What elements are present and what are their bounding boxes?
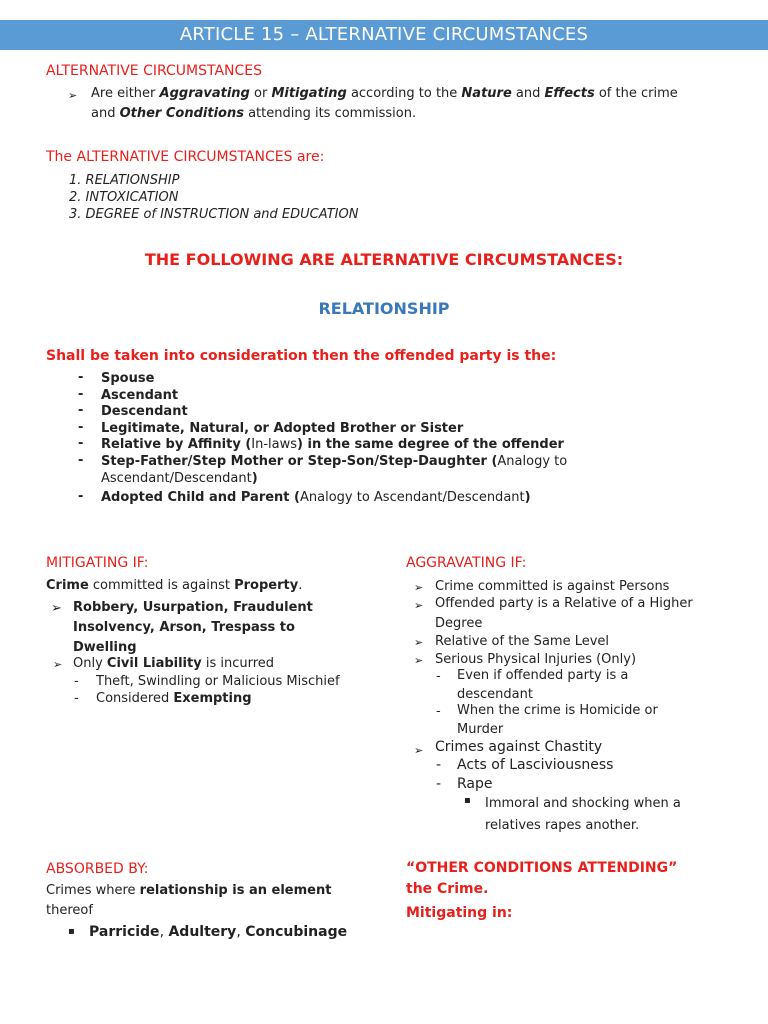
alt-circ-definition bbox=[91, 84, 751, 124]
arrow-bullet-icon: ➢ bbox=[51, 601, 62, 616]
dash-bullet: - bbox=[78, 436, 84, 451]
alt-circ-heading: ALTERNATIVE CIRCUMSTANCES bbox=[46, 63, 263, 79]
arrow-bullet-icon: ➢ bbox=[53, 658, 63, 671]
only-civil-line bbox=[73, 655, 274, 672]
page-title: ARTICLE 15 – ALTERNATIVE CIRCUMSTANCES bbox=[0, 20, 768, 50]
text: Relative by Affinity ( bbox=[101, 437, 252, 452]
dash-bullet: - bbox=[74, 674, 79, 689]
text: Adopted Child and Parent ( bbox=[101, 490, 300, 505]
text: Exempting bbox=[173, 691, 252, 706]
mitigating-in-heading: Mitigating in: bbox=[406, 905, 513, 921]
text: Even if offended party is a bbox=[457, 668, 629, 683]
list-number: 2. bbox=[69, 190, 82, 205]
arrow-bullet-icon: ➢ bbox=[414, 581, 424, 594]
mitigating-line bbox=[46, 577, 302, 594]
mitigating-term: Mitigating bbox=[271, 86, 347, 101]
text: committed is against bbox=[88, 578, 235, 593]
text: relationship is an element bbox=[139, 883, 332, 898]
list-item bbox=[101, 453, 567, 487]
list-text: DEGREE of INSTRUCTION and EDUCATION bbox=[85, 207, 359, 222]
dash-bullet: - bbox=[436, 757, 442, 773]
absorbed-line bbox=[46, 883, 331, 898]
absorbed-line2: thereof bbox=[46, 903, 93, 918]
agg-item bbox=[435, 594, 693, 634]
other-conditions-term: Other Conditions bbox=[119, 106, 244, 121]
list-number: 1. bbox=[69, 173, 82, 188]
agg-sub-item bbox=[457, 666, 628, 704]
text: Parricide bbox=[89, 924, 160, 940]
alt-circ-list-heading: The ALTERNATIVE CIRCUMSTANCES are: bbox=[46, 149, 325, 165]
arrow-bullet-icon: ➢ bbox=[414, 744, 424, 757]
text: Dwelling bbox=[73, 640, 137, 655]
text: Immoral and shocking when a bbox=[485, 796, 681, 811]
exempting-line bbox=[96, 690, 252, 707]
agg-sub-item bbox=[457, 701, 658, 739]
arrow-bullet-icon: ➢ bbox=[414, 636, 424, 649]
theft-line: Theft, Swindling or Malicious Mischief bbox=[96, 674, 340, 689]
text: . bbox=[298, 578, 303, 593]
agg-item: Crime committed is against Persons bbox=[435, 579, 670, 594]
text: Adultery bbox=[168, 924, 237, 940]
text: relatives rapes another. bbox=[485, 818, 640, 833]
text: Analogy to bbox=[497, 454, 568, 469]
text: Only bbox=[73, 656, 107, 671]
list-item: Legitimate, Natural, or Adopted Brother or Sister bbox=[101, 421, 464, 436]
list-item: Ascendant bbox=[101, 388, 179, 403]
text: Insolvency, Arson, Trespass to bbox=[73, 620, 295, 635]
list-item: Spouse bbox=[101, 371, 155, 386]
text: and bbox=[91, 106, 120, 121]
text: ) bbox=[251, 471, 258, 486]
agg-item: Crimes against Chastity bbox=[435, 739, 603, 755]
dash-bullet: - bbox=[74, 691, 79, 706]
absorbed-heading: ABSORBED BY: bbox=[46, 861, 149, 877]
aggravating-term: Aggravating bbox=[159, 86, 250, 101]
arrow-bullet-icon: ➢ bbox=[414, 599, 424, 612]
list-text: INTOXICATION bbox=[85, 190, 179, 205]
text: Offended party is a Relative of a Higher bbox=[435, 596, 693, 611]
text: , bbox=[236, 924, 246, 940]
relationship-heading: RELATIONSHIP bbox=[318, 299, 450, 318]
agg-item: Relative of the Same Level bbox=[435, 634, 610, 649]
text: or bbox=[249, 86, 272, 101]
text: according to the bbox=[346, 86, 462, 101]
text: is incurred bbox=[201, 656, 275, 671]
dash-bullet: - bbox=[78, 420, 84, 435]
text: Crime bbox=[46, 578, 89, 593]
text: Analogy to Ascendant/Descendant bbox=[299, 490, 525, 505]
text: attending its commission. bbox=[243, 106, 417, 121]
absorbed-crimes bbox=[89, 924, 347, 940]
text: Step-Father/Step Mother or Step-Son/Step-Daughter ( bbox=[101, 454, 498, 469]
dash-bullet: - bbox=[78, 387, 84, 402]
text: ) in the same degree of the offender bbox=[297, 437, 564, 452]
agg-item: Serious Physical Injuries (Only) bbox=[435, 652, 637, 667]
list-item bbox=[69, 189, 178, 206]
text: descendant bbox=[457, 687, 533, 702]
other-conditions-heading: “OTHER CONDITIONS ATTENDING” bbox=[406, 860, 678, 876]
list-text: RELATIONSHIP bbox=[85, 173, 180, 188]
following-heading: THE FOLLOWING ARE ALTERNATIVE CIRCUMSTANCES: bbox=[144, 250, 624, 269]
aggravating-heading: AGGRAVATING IF: bbox=[406, 555, 527, 571]
text: Considered bbox=[96, 691, 174, 706]
dash-bullet: - bbox=[78, 370, 84, 385]
text: In-laws bbox=[251, 437, 298, 452]
list-item bbox=[69, 206, 358, 223]
dash-bullet: - bbox=[436, 704, 441, 719]
text: ) bbox=[524, 490, 531, 505]
list-item bbox=[101, 489, 531, 506]
agg-sub-sub-item bbox=[485, 793, 681, 837]
text: Civil Liability bbox=[106, 656, 202, 671]
list-item bbox=[101, 436, 564, 453]
agg-sub-item: Rape bbox=[457, 776, 493, 792]
list-number: 3. bbox=[69, 207, 82, 222]
text: Ascendant/Descendant bbox=[101, 471, 252, 486]
text: , bbox=[159, 924, 169, 940]
mitigating-heading: MITIGATING IF: bbox=[46, 555, 149, 571]
text: of the crime bbox=[594, 86, 678, 101]
text: When the crime is Homicide or bbox=[457, 703, 658, 718]
crimes-list bbox=[73, 598, 313, 658]
text: Are either bbox=[91, 86, 160, 101]
arrow-bullet-icon: ➢ bbox=[414, 654, 424, 667]
relationship-subheading: Shall be taken into consideration then the offended party is the: bbox=[46, 348, 557, 364]
text: Crimes where bbox=[46, 883, 140, 898]
text: Property bbox=[234, 578, 299, 593]
dash-bullet: - bbox=[78, 403, 84, 418]
effects-term: Effects bbox=[544, 86, 595, 101]
text: and bbox=[511, 86, 545, 101]
dash-bullet: - bbox=[78, 489, 84, 504]
text: Degree bbox=[435, 616, 483, 631]
square-bullet-icon: ▪ bbox=[68, 926, 75, 937]
text: Concubinage bbox=[245, 924, 348, 940]
nature-term: Nature bbox=[461, 86, 512, 101]
square-bullet-icon: ▪ bbox=[464, 795, 471, 806]
dash-bullet: - bbox=[78, 453, 84, 468]
arrow-bullet-icon: ➢ bbox=[68, 89, 78, 102]
list-item: Descendant bbox=[101, 404, 188, 419]
list-item bbox=[69, 172, 179, 189]
other-conditions-heading-2: the Crime. bbox=[406, 881, 489, 897]
dash-bullet: - bbox=[436, 669, 441, 684]
agg-sub-item: Acts of Lasciviousness bbox=[457, 757, 614, 773]
dash-bullet: - bbox=[436, 776, 442, 792]
text: Murder bbox=[457, 722, 504, 737]
text: Robbery, Usurpation, Fraudulent bbox=[73, 600, 313, 615]
